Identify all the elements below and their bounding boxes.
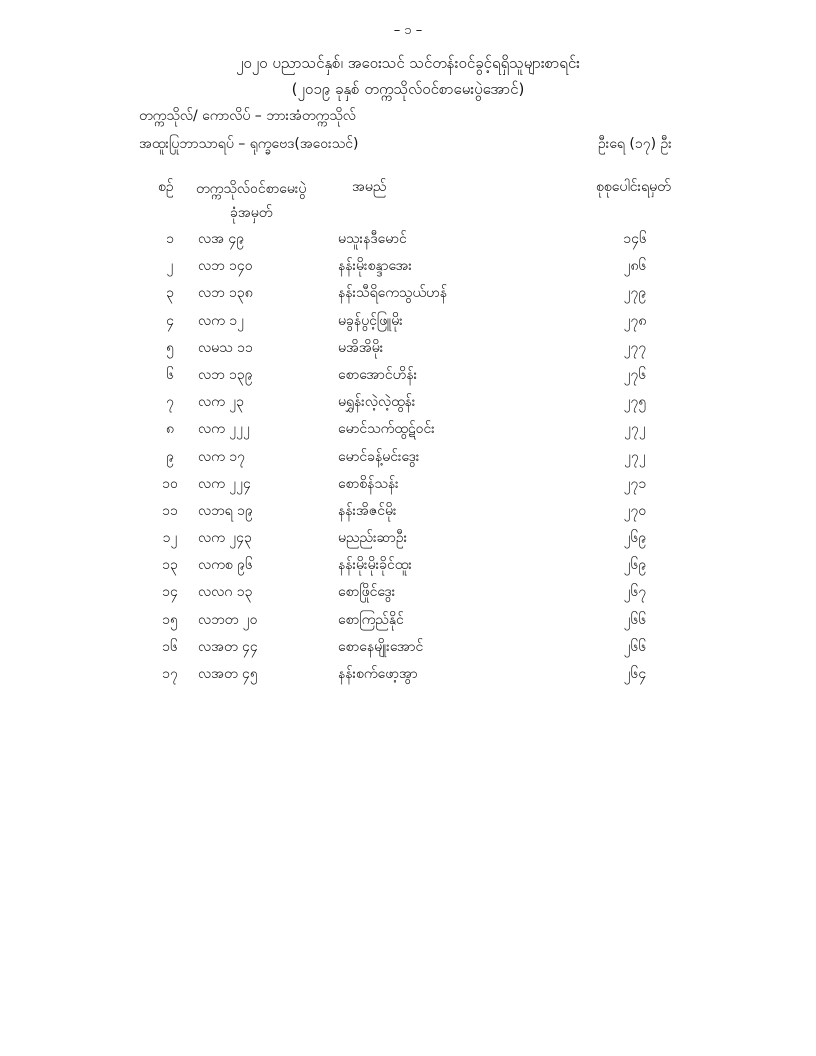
total-marks: ၂၇၆ — [623, 366, 647, 383]
serial-no: ၁၂ — [162, 530, 178, 547]
roll-number: လက ၂၃ — [198, 394, 245, 411]
student-name: မရွှန်းလဲ့လဲ့ထွန်း — [338, 394, 416, 411]
roll-number: လက ၂၄၃ — [198, 530, 252, 547]
serial-no: ၂ — [166, 258, 174, 275]
serial-no: ၁၆ — [162, 638, 178, 655]
roll-number: လဘတ ၂၀ — [198, 611, 258, 628]
roll-number: လမသ ၁၁ — [198, 339, 253, 356]
serial-no: ၁၅ — [162, 611, 178, 628]
serial-no: ၆ — [166, 366, 174, 383]
student-name: နန်းအိဇင်မိုး — [338, 502, 397, 519]
student-name: မညည်းဆာဦး — [338, 530, 408, 547]
total-marks: ၂၇၁ — [623, 475, 647, 492]
table-row — [0, 447, 816, 474]
serial-no: ၃ — [166, 285, 174, 302]
header-serial-no: စဉ် — [158, 179, 174, 195]
student-name: နန်းမိုးစန္ဒာအေး — [338, 258, 412, 275]
table-row — [0, 555, 816, 582]
serial-no: ၈ — [166, 421, 174, 438]
table-row — [0, 664, 816, 691]
total-marks: ၂၇၈ — [623, 312, 647, 329]
table-row — [0, 610, 816, 637]
total-marks: ၂၆၇ — [623, 584, 647, 601]
student-name: စောအောင်ဟိန်း — [338, 366, 418, 383]
table-row — [0, 637, 816, 664]
total-marks: ၂၇၀ — [623, 502, 647, 519]
table-row — [0, 338, 816, 365]
table-row — [0, 256, 816, 283]
total-marks: ၂၆၉ — [623, 530, 647, 547]
roll-number: လဘ ၁၃၈ — [198, 285, 253, 302]
header-roll-line2: ခုံအမှတ် — [230, 205, 273, 221]
serial-no: ၅ — [166, 339, 174, 356]
roll-number: လက ၂၂၄ — [198, 475, 251, 492]
student-name: စောစိန်သန်း — [338, 475, 399, 492]
student-name: စောဖြိုင်ဒွေး — [338, 584, 396, 601]
student-name: နန်းသီရိကေသွယ်ဟန် — [338, 285, 447, 302]
total-marks: ၂၆၆ — [623, 638, 647, 655]
university-line: တက္ကသိုလ်/ ကောလိပ် – ဘားအံတက္ကသိုလ် — [139, 108, 356, 124]
student-name: မအိအိမိုး — [338, 339, 384, 356]
document-title: ၂၀၂၀ ပညာသင်နှစ်၊ အဝေးသင် သင်တန်းဝင်ခွင့်ရရှိသူများစာရင်း — [236, 54, 580, 72]
roll-number: လအတ ၄၅ — [198, 666, 258, 682]
total-marks: ၂၇၂ — [624, 421, 646, 438]
student-name: မသူးနဒီမောင် — [338, 231, 407, 247]
roll-number: လလဂ ၁၃ — [198, 584, 253, 601]
roll-number: လဘ ၁၄၀ — [198, 258, 253, 275]
student-name: မောင်သက်ထွဋ်ဝင်း — [338, 421, 435, 438]
total-marks: ၁၄၆ — [623, 231, 647, 247]
total-marks: ၂၆၆ — [623, 611, 647, 628]
roll-number: လက ၂၂၂ — [198, 421, 250, 438]
roll-number: လဘ ၁၃၉ — [198, 366, 253, 383]
roll-number: လက ၁၇ — [198, 448, 246, 465]
roll-number: လက ၁၂ — [198, 312, 245, 329]
serial-no: ၄ — [166, 312, 174, 329]
header-name: အမည် — [352, 179, 387, 195]
student-name: စောကြည်နိုင် — [338, 611, 404, 628]
table-row — [0, 419, 816, 446]
page-number: – ၁ – — [393, 23, 423, 38]
total-marks: ၂၇၂ — [624, 448, 646, 465]
total-count: ဦးရေ (၁၇) ဦး — [598, 136, 672, 152]
roll-number: လဘရ ၁၉ — [198, 502, 253, 519]
header-roll-number — [196, 177, 336, 225]
table-row — [0, 582, 816, 609]
total-marks: ၂၇၉ — [623, 285, 647, 302]
specialization-line: အထူးပြုဘာသာရပ် – ရုက္ခဗေဒ(အဝေးသင်) — [139, 136, 359, 152]
header-roll-line1: တက္ကသိုလ်ဝင်စာမေးပွဲ — [196, 181, 307, 197]
table-row — [0, 229, 816, 256]
header-total-marks: စုစုပေါင်းရမှတ် — [596, 179, 671, 195]
serial-no: ၁၇ — [162, 666, 178, 682]
total-marks: ၂၇၅ — [623, 394, 647, 411]
document-subtitle: (၂၀၁၉ ခုနှစ် တက္ကသိုလ်ဝင်စာမေးပွဲအောင်) — [291, 80, 525, 98]
table-row — [0, 474, 816, 501]
total-marks: ၂၈၆ — [623, 258, 647, 275]
serial-no: ၁၀ — [162, 475, 178, 492]
table-row — [0, 501, 816, 528]
table-row — [0, 392, 816, 419]
student-name: မောင်ခန့်မင်းဒွေး — [338, 448, 420, 465]
table-row — [0, 528, 816, 555]
serial-no: ၁၃ — [162, 557, 178, 574]
student-name: မခွန်ပွင့်ဖြူမိုး — [338, 312, 403, 329]
total-marks: ၂၆၄ — [623, 666, 647, 682]
roll-number: လကစ ၉၆ — [198, 557, 253, 574]
student-list — [0, 229, 816, 691]
roll-number: လအတ ၄၄ — [198, 638, 258, 655]
serial-no: ၁ — [166, 231, 174, 247]
student-name: နန်းမိုးမိုးခိုင်ထူး — [338, 557, 412, 574]
total-marks: ၂၆၉ — [623, 557, 647, 574]
serial-no: ၁၁ — [162, 502, 178, 519]
student-name: နန်းစက်ဖော့အွာ — [338, 666, 418, 682]
table-row — [0, 365, 816, 392]
table-row — [0, 283, 816, 310]
student-name: စောနေမျိုးအောင် — [338, 638, 424, 655]
roll-number: လအ ၄၉ — [198, 231, 245, 247]
serial-no: ၁၄ — [162, 584, 178, 601]
serial-no: ၇ — [166, 394, 174, 411]
total-marks: ၂၇၇ — [623, 339, 647, 356]
table-row — [0, 311, 816, 338]
serial-no: ၉ — [166, 448, 174, 465]
